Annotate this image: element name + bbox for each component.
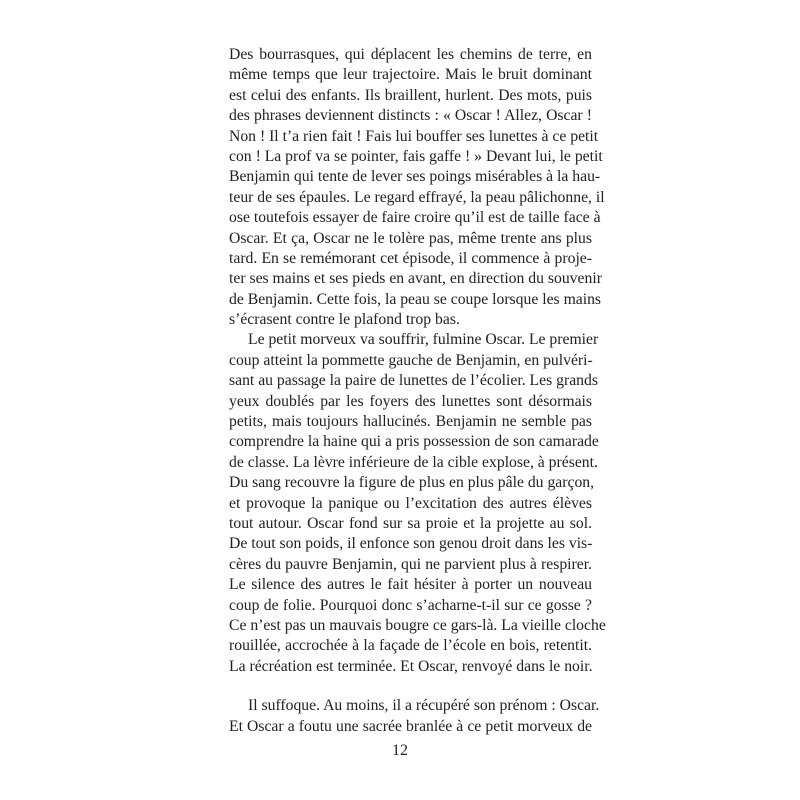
text-line: Des bourrasques, qui déplacent les chemins de terre, en (229, 46, 592, 63)
text-line: de Benjamin. Cette fois, la peau se coupe lorsque les mains (229, 290, 602, 308)
text-line: cères du pauvre Benjamin, qui ne parvient plus à respirer. (229, 555, 592, 573)
text-line: comprendre la haine qui a pris possession de son camarade (229, 433, 599, 451)
text-line: de classe. La lèvre inférieure de la cible explose, à présent. (229, 453, 598, 471)
text-line: Non ! Il t’a rien fait ! Fais lui bouffer ses lunettes à ce petit (229, 127, 599, 145)
text-line: tard. En se remémorant cet épisode, il commence à proje- (229, 249, 592, 267)
text-line: coup de folie. Pourquoi donc s’acharne-t-il sur ce gosse ? (229, 596, 592, 614)
text-line: Il suffoque. Au moins, il a récupéré son prénom : Oscar. (248, 697, 600, 715)
text-line: et provoque la panique ou l’excitation des autres élèves (229, 494, 592, 512)
text-line: Oscar. Et ça, Oscar ne le tolère pas, même trente ans plus (229, 229, 592, 247)
text-line: De tout son poids, il enfonce son genou droit dans les vis- (229, 535, 593, 553)
text-line: La récréation est terminée. Et Oscar, renvoyé dans le noir. (229, 657, 593, 675)
text-line: petits, mais toujours hallucinés. Benjamin ne semble pas (229, 413, 592, 431)
text-line: même temps que leur trajectoire. Mais le bruit dominant (229, 66, 592, 84)
text-line: Ce n’est pas un mauvais bougre ce gars-là. La vieille cloche (229, 616, 606, 634)
text-line: Et Oscar a foutu une sacrée branlée à ce petit morveux de (229, 717, 592, 735)
text-line: Le petit morveux va souffrir, fulmine Oscar. Le premier (248, 331, 599, 349)
section-break (229, 677, 592, 696)
text-line: teur de ses épaules. Le regard effrayé, la peau pâlichonne, il (229, 188, 605, 206)
text-line: tout autour. Oscar fond sur sa proie et la projette au sol. (229, 514, 592, 532)
text-line: Le silence des autres le fait hésiter à porter un nouveau (229, 576, 592, 594)
paragraph-1 (229, 45, 605, 330)
text-line: ose toutefois essayer de faire croire qu’il est de taille face à (229, 209, 601, 227)
text-line: sant au passage la paire de lunettes de l’écolier. Les grands (229, 372, 598, 390)
text-line: ter ses mains et ses pieds en avant, en direction du souvenir (229, 270, 602, 288)
text-line: est celui des enfants. Ils braillent, hurlent. Des mots, puis (229, 86, 592, 104)
text-line: Du sang recouvre la figure de plus en plus pâle du garçon, (229, 474, 595, 492)
text-line: Benjamin qui tente de lever ses poings misérables à la hau- (229, 168, 601, 186)
text-line: yeux doublés par les foyers des lunettes sont désormais (229, 392, 592, 410)
page-number: 12 (392, 742, 408, 759)
text-line: s’écrasent contre le plafond trop bas. (229, 311, 460, 329)
text-line: con ! La prof va se pointer, fais gaffe ! » Devant lui, le petit (229, 147, 603, 165)
text-line: des phrases deviennent distincts : « Oscar ! Allez, Oscar ! (229, 107, 592, 125)
body-text (229, 45, 606, 737)
text-line: rouillée, accrochée à la façade de l’école en bois, retentit. (229, 637, 592, 655)
paragraph-2 (229, 330, 606, 677)
text-line: coup atteint la pommette gauche de Benjamin, en pulvéri- (229, 351, 593, 369)
paragraph-3 (229, 696, 600, 737)
